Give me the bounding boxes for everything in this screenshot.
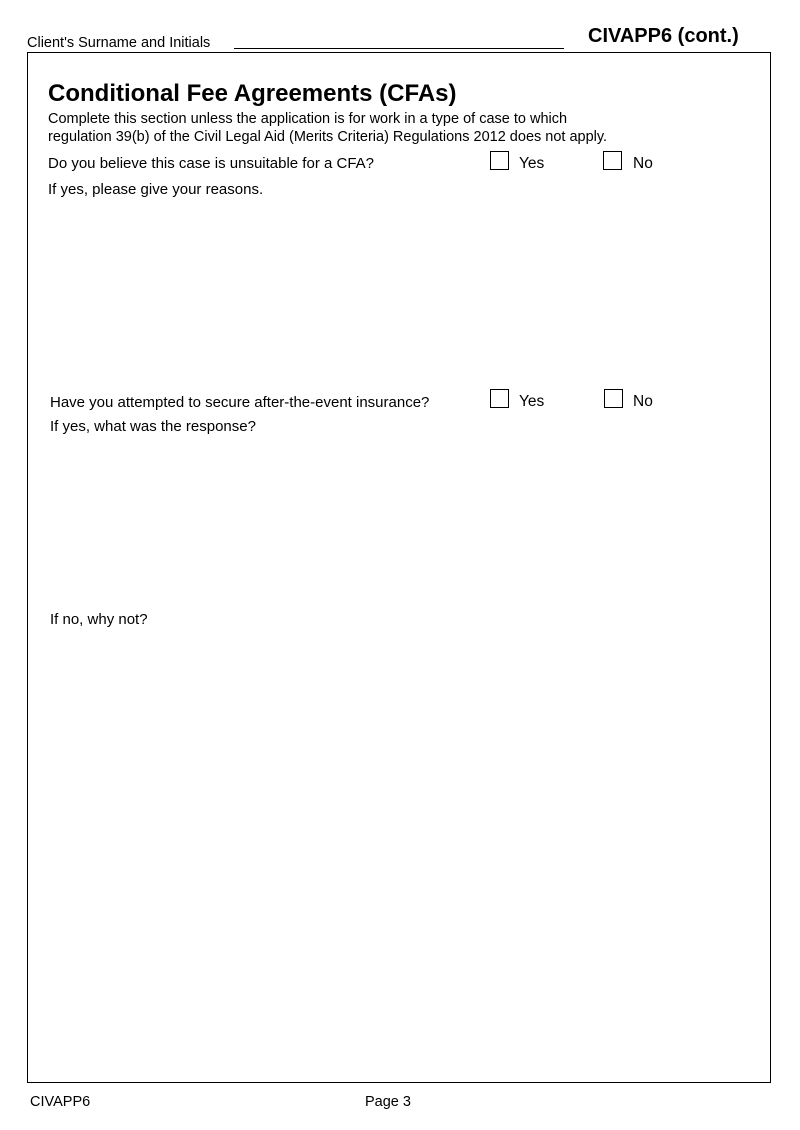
q1-no-label: No — [633, 155, 653, 172]
q2-no-checkbox[interactable] — [604, 389, 623, 408]
footer-page-number: Page 3 — [365, 1094, 411, 1110]
q1-no-checkbox[interactable] — [603, 151, 622, 170]
q2-why-not-answer-area[interactable] — [50, 634, 750, 1074]
q1-question: Do you believe this case is unsuitable for a CFA? — [48, 155, 375, 172]
q2-yes-label: Yes — [519, 393, 545, 410]
q1-reasons-answer-area[interactable] — [48, 202, 748, 382]
q2-followup-yes-label: If yes, what was the response? — [50, 418, 256, 435]
instruction-text-line1: Complete this section unless the application is for work in a type of case to which — [48, 111, 568, 127]
q2-followup-no-label: If no, why not? — [50, 611, 148, 628]
form-code-heading: CIVAPP6 (cont.) — [588, 25, 739, 47]
q2-response-answer-area[interactable] — [50, 440, 750, 605]
q1-yes-checkbox[interactable] — [490, 151, 509, 170]
instruction-text-line2: regulation 39(b) of the Civil Legal Aid (Merits Criteria) Regulations 2012 does not apply. — [48, 129, 608, 145]
q2-yes-checkbox[interactable] — [490, 389, 509, 408]
section-title: Conditional Fee Agreements (CFAs) — [48, 80, 457, 107]
surname-input-line[interactable] — [234, 48, 564, 49]
q1-followup-label: If yes, please give your reasons. — [48, 181, 264, 198]
q2-no-label: No — [633, 393, 653, 410]
q2-question: Have you attempted to secure after-the-event insurance? — [50, 394, 430, 411]
surname-label: Client's Surname and Initials — [27, 35, 211, 51]
q1-yes-label: Yes — [519, 155, 545, 172]
footer-form-code: CIVAPP6 — [30, 1094, 91, 1110]
